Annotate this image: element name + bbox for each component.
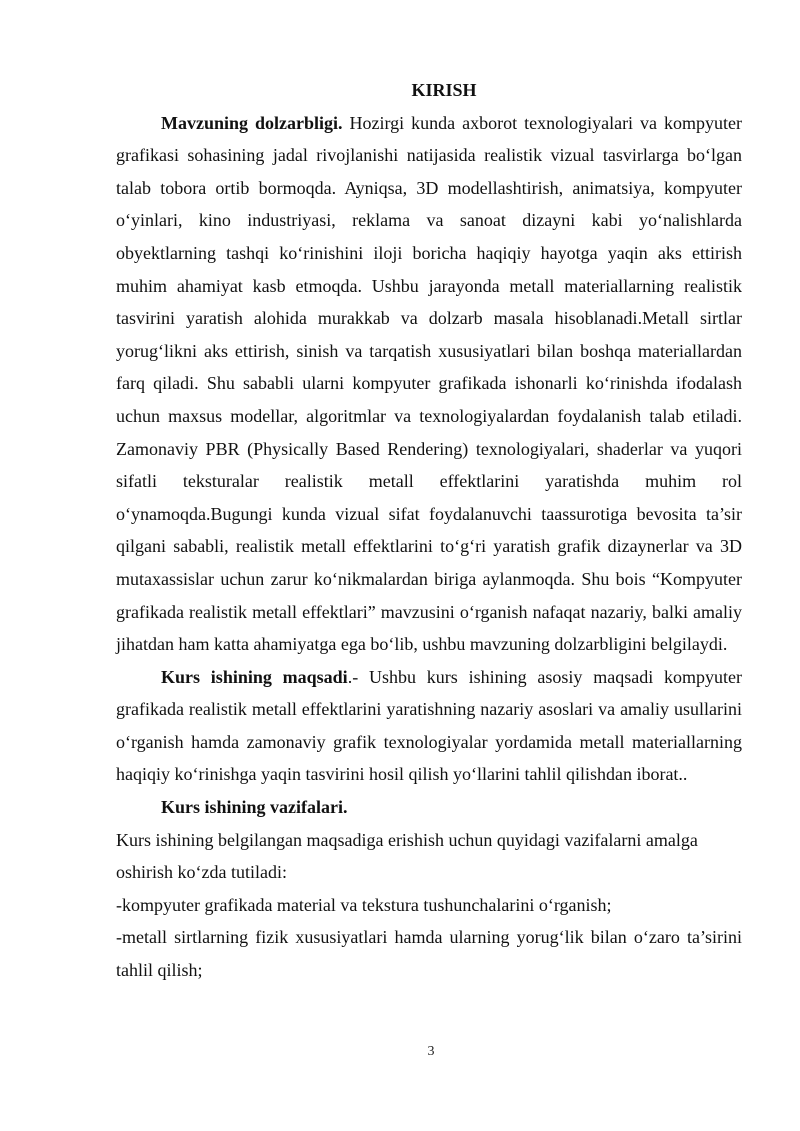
relevance-paragraph [116, 107, 742, 661]
page-title: KIRISH [411, 80, 477, 100]
goal-text: .- Ushbu kurs ishining asosiy maqsadi kompyuter grafikada realistik metall effektlarini yaratishning nazariy asoslari va amaliy usullarini o‘rganish hamda zamonaviy grafik texnologiyalar yordamida metall materiallarning haqiqiy ko‘rinishga yaqin tasvirini hosil qilish yo‘llarini tahlil qilishdan iborat.. [116, 666, 742, 785]
page-number: 3 [427, 1044, 435, 1059]
task-item: -kompyuter grafikada material va tekstura tushunchalarini o‘rganish; [116, 894, 612, 915]
task-item: -metall sirtlarning fizik xususiyatlari hamda ularning yorug‘lik bilan o‘zaro ta’sirini tahlil qilish; [116, 927, 742, 981]
tasks-heading: Kurs ishining vazifalari. [161, 797, 348, 818]
document-page [116, 74, 742, 987]
goal-lead: Kurs ishining maqsadi [161, 666, 348, 687]
relevance-lead: Mavzuning dolzarbligi. [161, 112, 343, 133]
goal-paragraph [116, 661, 742, 791]
relevance-text: Hozirgi kunda axborot texnologiyalari va kompyuter grafikasi sohasining jadal rivojlanishi natijasida realistik vizual tasvirlarga bo‘lgan talab tobora ortib bormoqda. Ayniqsa, 3D modellashtirish, animatsiya, kompyuter o‘yinlari, kino industriyasi, reklama va sanoat dizayni kabi yo‘nalishlarda obyektlarning tashqi ko‘rinishini iloji boricha haqiqiy hayotga yaqin aks ettirish muhim ahamiyat kasb etmoqda. Ushbu jarayonda metall materiallarning realistik tasvirini yaratish alohida murakkab va dolzarb masala hisoblanadi.Metall sirtlar yorug‘likni aks ettirish, sinish va tarqatish xususiyatlari bilan boshqa materiallardan farq qiladi. Shu sababli ularni kompyuter grafikada ishonarli ko‘rinishda ifodalash uchun maxsus modellar, algoritmlar va texnologiyalardan foydalanish talab etiladi. Zamonaviy PBR (Physically Based Rendering) texnologiyalari, shaderlar va yuqori sifatli teksturalar realistik metall effektlarini yaratishda muhim rol o‘ynamoqda.Bugungi kunda vizual sifat foydalanuvchi taassurotiga bevosita ta’sir qilgani sababli, realistik metall effektlarini to‘g‘ri yaratish grafik dizaynerlar va 3D mutaxassislar uchun zarur ko‘nikmalardan biriga aylanmoqda. Shu bois “Kompyuter grafikada realistik metall effektlari” mavzusini o‘rganish nafaqat nazariy, balki amaliy jihatdan ham katta ahamiyatga ega bo‘lib, ushbu mavzuning dolzarbligini belgilaydi. [116, 112, 743, 655]
tasks-intro: Kurs ishining belgilangan maqsadiga erishish uchun quyidagi vazifalarni amalga oshirish ko‘zda tutiladi: [116, 829, 698, 883]
